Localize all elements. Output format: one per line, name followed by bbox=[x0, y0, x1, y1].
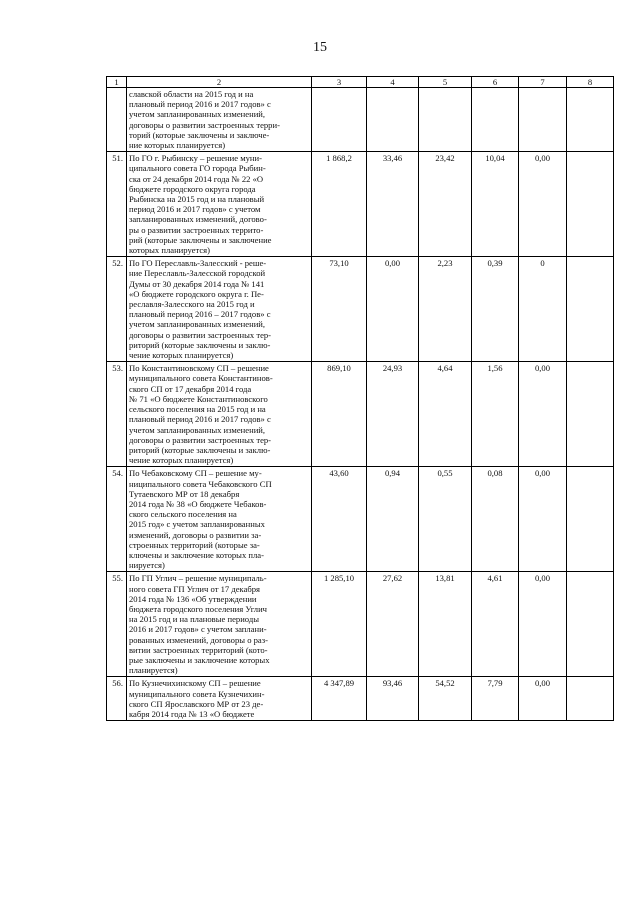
description-line: витии застроенных территорий (кото- bbox=[129, 644, 268, 655]
description-line: плановый период 2016 – 2017 годов» с bbox=[129, 309, 271, 320]
description-line: запланированных изменений, догово- bbox=[129, 214, 267, 225]
row-number: 51. bbox=[107, 152, 127, 257]
table-row bbox=[107, 362, 614, 467]
value-cell-c7: 0,00 bbox=[519, 152, 567, 257]
description-line: рий (которые заключены и заключение bbox=[129, 234, 272, 245]
description-line: Тутаевского МР от 18 декабря bbox=[129, 488, 240, 499]
row-number: 55. bbox=[107, 572, 127, 677]
description-line: учетом запланированных изменений, bbox=[129, 319, 266, 330]
value-cell-c4: 27,62 bbox=[367, 572, 419, 677]
description-line: ципального совета ГО города Рыбин- bbox=[129, 163, 266, 174]
row-description bbox=[127, 572, 312, 677]
page-number: 15 bbox=[313, 40, 327, 55]
row-description bbox=[127, 362, 312, 467]
row-number: 52. bbox=[107, 257, 127, 362]
value-cell-c8 bbox=[567, 467, 614, 572]
description-line: бюджета городского поселения Углич bbox=[129, 603, 267, 614]
description-line: По Константиновскому СП – решение bbox=[129, 363, 269, 374]
description-line: По ГО Переславль-Залесский - реше- bbox=[129, 258, 267, 269]
description-line: ры о развитии застроенных террито- bbox=[129, 224, 264, 235]
description-line: плановый период 2016 и 2017 годов» с bbox=[129, 414, 271, 425]
description-line: кабря 2014 года № 13 «О бюджете bbox=[129, 708, 255, 719]
description-line: сельского поселения на 2015 год и на bbox=[129, 404, 266, 415]
description-line: ского сельского поселения на bbox=[129, 509, 237, 520]
row-number: 53. bbox=[107, 362, 127, 467]
column-number-row bbox=[107, 77, 614, 88]
description-line: планируется) bbox=[129, 665, 178, 676]
description-line: Думы от 30 декабря 2014 года № 141 bbox=[129, 278, 265, 289]
description-line: учетом запланированных изменений, bbox=[129, 109, 266, 120]
value-cell-c5: 54,52 bbox=[419, 677, 472, 721]
description-line: По Чебаковскому СП – решение му- bbox=[129, 468, 262, 479]
description-line: договоры о развитии застроенных терри- bbox=[129, 119, 280, 130]
table-row bbox=[107, 677, 614, 721]
value-cell-c7: 0 bbox=[519, 257, 567, 362]
column-header: 2 bbox=[127, 77, 312, 88]
description-line: чение которых планируется) bbox=[129, 350, 234, 361]
value-cell-c8 bbox=[567, 362, 614, 467]
description-line: бюджете городского округа города bbox=[129, 183, 256, 194]
value-cell-c8 bbox=[567, 257, 614, 362]
value-cell-c3: 869,10 bbox=[312, 362, 367, 467]
description-line: период 2016 и 2017 годов» с учетом bbox=[129, 204, 261, 215]
column-header: 5 bbox=[419, 77, 472, 88]
value-cell-c7: 0,00 bbox=[519, 362, 567, 467]
description-line: ние Переславль-Залесской городской bbox=[129, 268, 266, 279]
value-cell-c8 bbox=[567, 572, 614, 677]
description-line: договоры о развитии застроенных тер- bbox=[129, 329, 272, 340]
description-line: ска от 24 декабря 2014 года № 22 «О bbox=[129, 173, 264, 184]
description-line: изменений, договоры о развитии за- bbox=[129, 529, 262, 540]
value-cell-c3: 1 868,2 bbox=[312, 152, 367, 257]
description-line: № 71 «О бюджете Константиновского bbox=[129, 393, 268, 404]
value-cell-c4: 93,46 bbox=[367, 677, 419, 721]
column-header: 6 bbox=[472, 77, 519, 88]
description-line: ского СП Ярославского МР от 23 де- bbox=[129, 698, 264, 709]
value-cell-c5: 2,23 bbox=[419, 257, 472, 362]
table-row bbox=[107, 152, 614, 257]
description-line: риторий (которые заключены и заклю- bbox=[129, 444, 271, 455]
value-cell-c8 bbox=[567, 677, 614, 721]
value-cell-c5: 13,81 bbox=[419, 572, 472, 677]
description-line: договоры о развитии застроенных тер- bbox=[129, 434, 272, 445]
description-line: нируется) bbox=[129, 560, 165, 571]
value-cell-c6: 7,79 bbox=[472, 677, 519, 721]
description-line: Рыбинска на 2015 год и на плановый bbox=[129, 194, 265, 205]
description-line: которых планируется) bbox=[129, 245, 210, 256]
value-cell-c8 bbox=[567, 152, 614, 257]
description-line: 2014 года № 136 «Об утверждении bbox=[129, 593, 257, 604]
value-cell-c6 bbox=[472, 88, 519, 152]
description-line: рованных изменений, договоры о раз- bbox=[129, 634, 269, 645]
value-cell-c7: 0,00 bbox=[519, 467, 567, 572]
description-line: По ГО г. Рыбинску – решение муни- bbox=[129, 153, 262, 164]
description-line: По ГП Углич – решение муниципаль- bbox=[129, 573, 267, 584]
column-header: 3 bbox=[312, 77, 367, 88]
table-row bbox=[107, 467, 614, 572]
value-cell-c4: 0,94 bbox=[367, 467, 419, 572]
value-cell-c4: 33,46 bbox=[367, 152, 419, 257]
description-line: ключены и заключение которых пла- bbox=[129, 549, 264, 560]
row-description bbox=[127, 152, 312, 257]
value-cell-c3: 73,10 bbox=[312, 257, 367, 362]
row-number: 54. bbox=[107, 467, 127, 572]
value-cell-c6: 0,08 bbox=[472, 467, 519, 572]
value-cell-c4: 0,00 bbox=[367, 257, 419, 362]
description-line: 2014 года № 38 «О бюджете Чебаков- bbox=[129, 498, 267, 509]
description-line: ние которых планируется) bbox=[129, 140, 226, 151]
description-line: муниципального совета Константинов- bbox=[129, 373, 273, 384]
description-line: строенных территорий (которые за- bbox=[129, 539, 260, 550]
value-cell-c6: 10,04 bbox=[472, 152, 519, 257]
value-cell-c5: 23,42 bbox=[419, 152, 472, 257]
value-cell-c3 bbox=[312, 88, 367, 152]
value-cell-c6: 0,39 bbox=[472, 257, 519, 362]
row-description bbox=[127, 88, 312, 152]
description-line: «О бюджете городского округа г. Пе- bbox=[129, 288, 264, 299]
description-line: плановый период 2016 и 2017 годов» с bbox=[129, 99, 271, 110]
column-header: 4 bbox=[367, 77, 419, 88]
description-line: реславля-Залесского на 2015 год и bbox=[129, 299, 255, 310]
row-description bbox=[127, 257, 312, 362]
description-line: чение которых планируется) bbox=[129, 455, 234, 466]
value-cell-c5: 0,55 bbox=[419, 467, 472, 572]
description-line: риторий (которые заключены и заклю- bbox=[129, 339, 271, 350]
description-line: на 2015 год и на плановые периоды bbox=[129, 614, 259, 625]
row-description bbox=[127, 467, 312, 572]
value-cell-c4 bbox=[367, 88, 419, 152]
table-row bbox=[107, 88, 614, 152]
description-line: муниципального совета Кузнечихин- bbox=[129, 688, 265, 699]
description-line: рые заключены и заключение которых bbox=[129, 654, 270, 665]
value-cell-c6: 1,56 bbox=[472, 362, 519, 467]
column-header: 1 bbox=[107, 77, 127, 88]
value-cell-c7: 0,00 bbox=[519, 677, 567, 721]
value-cell-c7 bbox=[519, 88, 567, 152]
value-cell-c4: 24,93 bbox=[367, 362, 419, 467]
description-line: По Кузнечихинскому СП – решение bbox=[129, 678, 261, 689]
value-cell-c7: 0,00 bbox=[519, 572, 567, 677]
row-description bbox=[127, 677, 312, 721]
description-line: ниципального совета Чебаковского СП bbox=[129, 478, 272, 489]
description-line: 2016 и 2017 годов» с учетом заплани- bbox=[129, 624, 267, 635]
value-cell-c5: 4,64 bbox=[419, 362, 472, 467]
value-cell-c5 bbox=[419, 88, 472, 152]
description-line: ного совета ГП Углич от 17 декабря bbox=[129, 583, 261, 594]
table-row bbox=[107, 572, 614, 677]
value-cell-c3: 43,60 bbox=[312, 467, 367, 572]
row-number: 56. bbox=[107, 677, 127, 721]
value-cell-c6: 4,61 bbox=[472, 572, 519, 677]
table-row bbox=[107, 257, 614, 362]
column-header: 8 bbox=[567, 77, 614, 88]
row-number bbox=[107, 88, 127, 152]
description-line: торий (которые заключены и заключе- bbox=[129, 129, 270, 140]
description-line: 2015 год» с учетом запланированных bbox=[129, 519, 265, 530]
column-header: 7 bbox=[519, 77, 567, 88]
value-cell-c3: 1 285,10 bbox=[312, 572, 367, 677]
budget-table bbox=[106, 76, 614, 721]
value-cell-c8 bbox=[567, 88, 614, 152]
description-line: славской области на 2015 год и на bbox=[129, 89, 254, 99]
description-line: учетом запланированных изменений, bbox=[129, 424, 266, 435]
description-line: ского СП от 17 декабря 2014 года bbox=[129, 383, 252, 394]
value-cell-c3: 4 347,89 bbox=[312, 677, 367, 721]
